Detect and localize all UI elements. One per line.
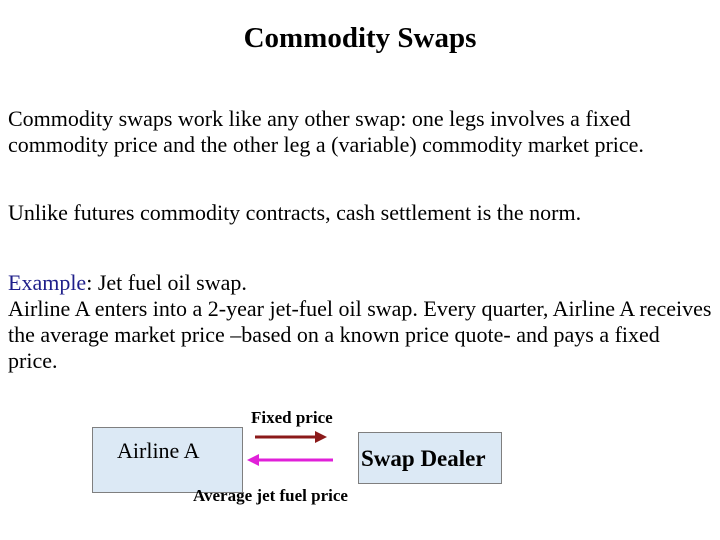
airline-a-label: Airline A <box>117 438 200 463</box>
example-label: Example <box>8 270 87 295</box>
example-description: Airline A enters into a 2-year jet-fuel oil swap. Every quarter, Airline A receives the average market price –based on a known price quote- and pays a fixed price. <box>8 296 712 373</box>
swap-dealer-label: Swap Dealer <box>361 446 486 471</box>
fixed-price-label: Fixed price <box>251 408 333 427</box>
slide-title: Commodity Swaps <box>243 22 477 54</box>
fixed-price-arrow <box>255 430 327 444</box>
average-price-label: Average jet fuel price <box>193 486 348 505</box>
average-price-arrow <box>247 453 333 467</box>
settlement-paragraph: Unlike futures commodity contracts, cash settlement is the norm. <box>8 200 582 225</box>
swap-dealer-box <box>358 432 502 484</box>
intro-paragraph: Commodity swaps work like any other swap: one legs involves a fixed commodity price and the other leg a (variable) commodity market price. <box>8 106 644 157</box>
example-title-text: : Jet fuel oil swap. <box>86 270 247 295</box>
airline-a-box <box>92 427 243 493</box>
example-paragraph <box>8 270 712 374</box>
example-first-line <box>8 270 247 295</box>
